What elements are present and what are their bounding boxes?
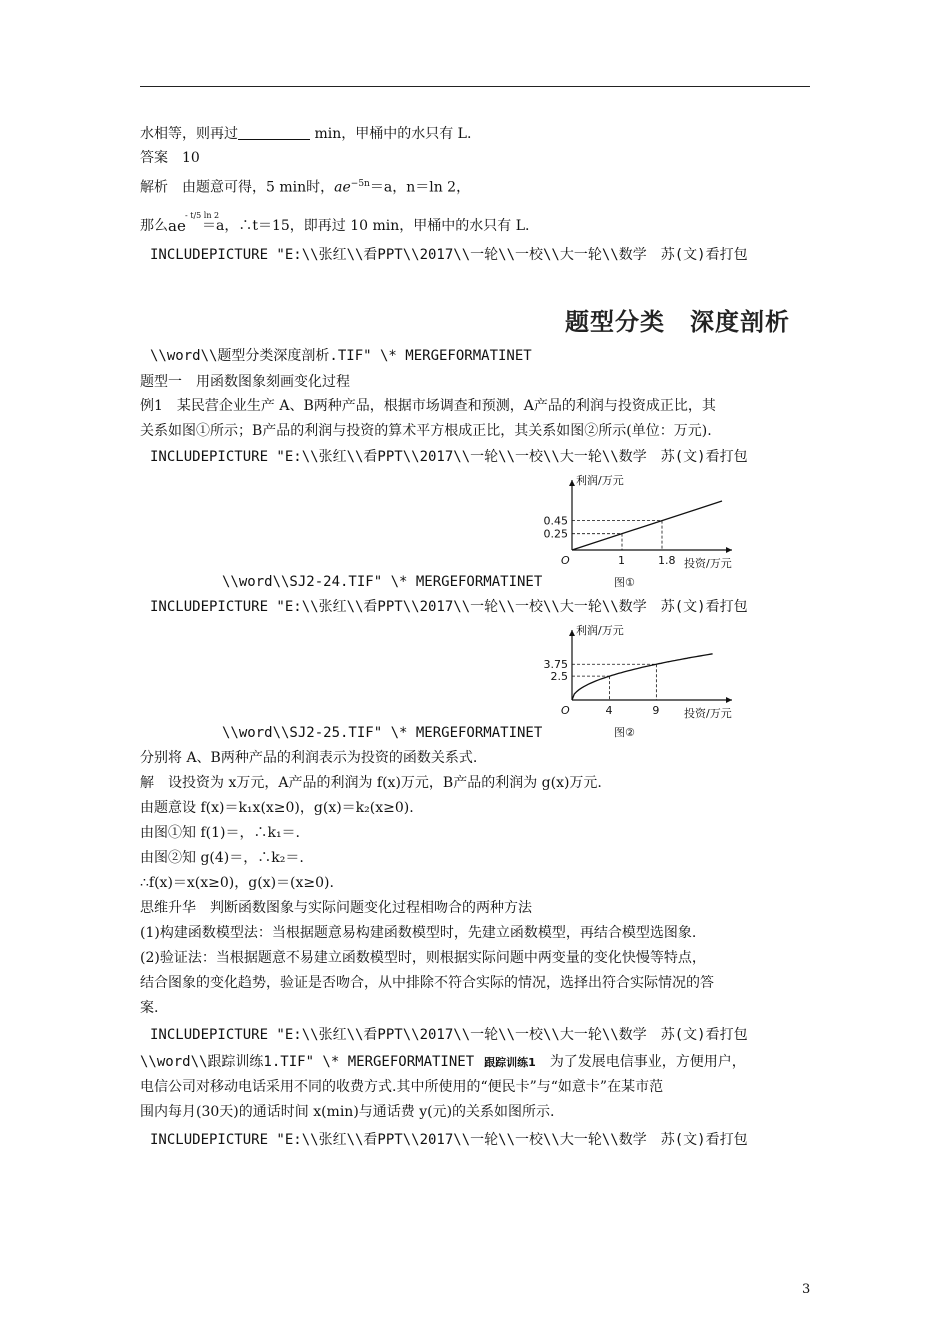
answer-line: 答案 10 (140, 150, 200, 166)
y-axis-label: 利润/万元 (576, 474, 624, 487)
exercise-line: 围内每月(30天)的通话时间 x(min)与通话费 y(元)的关系如图所示. (140, 1104, 555, 1120)
include-field: \\word\\SJ2-25.TIF" \* MERGEFORMATINET (222, 725, 543, 741)
x-axis-arrow (726, 547, 732, 553)
origin-label: O (561, 704, 570, 717)
summary-line: (2)验证法：当根据题意不易建立函数模型时，则根据实际问题中两变量的变化快慢等特点， (140, 950, 706, 966)
x-tick-label: 9 (652, 704, 660, 717)
page-number: 3 (802, 1282, 811, 1297)
chart-caption: 图① (614, 576, 635, 589)
exercise-badge: 跟踪训练1 (484, 1056, 536, 1069)
include-field: INCLUDEPICTURE "E:\\张红\\看PPT\\2017\\一轮\\一校\\大一轮\\数学 苏(文)看打包 (150, 247, 748, 263)
topic-title: 题型一 用函数图象刻画变化过程 (140, 374, 350, 390)
chart-figure-2 (530, 616, 750, 744)
x-tick-label: 1 (618, 554, 625, 567)
exercise-line: 电信公司对移动电话采用不同的收费方式.其中所使用的“便民卡”与“如意卡”在某市范 (140, 1079, 664, 1095)
series-line-A (572, 501, 722, 550)
x-tick-label: 4 (605, 704, 613, 717)
y-axis-arrow (569, 480, 575, 486)
x-axis-arrow (726, 697, 732, 703)
y-tick-label: 3.75 (543, 658, 568, 672)
text-line: 分别将 A、B两种产品的利润表示为投资的函数关系式. (140, 750, 478, 766)
chart-caption: 图② (614, 726, 635, 739)
summary-line: (1)构建函数模型法：当根据题意易构建函数模型时，先建立函数模型，再结合模型选图象. (140, 925, 697, 941)
solution-line: ∴f(x)＝x(x≥0)，g(x)＝(x≥0). (140, 875, 334, 891)
include-field: INCLUDEPICTURE "E:\\张红\\看PPT\\2017\\一轮\\一校\\大一轮\\数学 苏(文)看打包 (150, 1132, 748, 1148)
summary-line: 结合图象的变化趋势，验证是否吻合，从中排除不符合实际的情况，选择出符合实际情况的答 (140, 975, 714, 991)
origin-label: O (561, 554, 570, 567)
y-axis-arrow (569, 630, 575, 636)
analysis-line: 解析 由题意可得，5 min时，$ae^{-5n}=a$，n＝ln 2， (140, 179, 471, 196)
summary-line: 案. (140, 1000, 159, 1016)
series-line-B (572, 654, 713, 700)
answer-blank (238, 125, 310, 140)
solution-line: 解 设投资为 x万元，A产品的利润为 f(x)万元，B产品的利润为 g(x)万元. (140, 775, 602, 791)
include-field: INCLUDEPICTURE "E:\\张红\\看PPT\\2017\\一轮\\一校\\大一轮\\数学 苏(文)看打包 (150, 599, 748, 615)
x-tick-label: 1.8 (658, 554, 676, 567)
include-field: \\word\\题型分类深度剖析.TIF" \* MERGEFORMATINET (150, 348, 532, 364)
include-field: \\word\\SJ2-24.TIF" \* MERGEFORMATINET (222, 574, 543, 590)
solution-line: 由图②知 g(4)＝，∴k₂＝. (140, 850, 304, 866)
header-rule (140, 86, 810, 87)
solution-line: 由图①知 f(1)＝，∴k₁＝. (140, 825, 301, 841)
y-tick-label: 2.5 (550, 670, 568, 684)
section-heading: 题型分类 深度剖析 (565, 308, 790, 336)
x-axis-label: 投资/万元 (684, 557, 732, 570)
example-line: 关系如图①所示；B产品的利润与投资的算术平方根成正比，其关系如图②所示(单位：万元). (140, 423, 712, 439)
include-field: INCLUDEPICTURE "E:\\张红\\看PPT\\2017\\一轮\\一校\\大一轮\\数学 苏(文)看打包 (150, 1027, 748, 1043)
y-tick-label: 0.25 (543, 527, 568, 541)
exercise-line: \\word\\跟踪训练1.TIF" \* MERGEFORMATINET 跟踪训练1 为了发展电信事业，方便用户， (140, 1054, 746, 1070)
x-axis-label: 投资/万元 (684, 707, 732, 720)
y-axis-label: 利润/万元 (576, 624, 624, 637)
summary-title: 思维升华 判断函数图象与实际问题变化过程相吻合的两种方法 (140, 900, 532, 916)
text-line: 水相等，则再过 min，甲桶中的水只有 L. (140, 126, 472, 142)
example-line: 例1 某民营企业生产 A、B两种产品，根据市场调查和预测，A产品的利润与投资成正比，其 (140, 398, 716, 414)
chart-figure-1 (530, 466, 750, 591)
y-tick-label: 0.45 (543, 514, 568, 528)
analysis-line-2: 那么 ae - t/5 ln 2 ＝a，∴t＝15，即再过 10 min，甲桶中的水只有 L. (140, 211, 530, 235)
solution-line: 由题意设 f(x)＝k₁x(x≥0)，g(x)＝k₂(x≥0). (140, 800, 414, 816)
include-field: INCLUDEPICTURE "E:\\张红\\看PPT\\2017\\一轮\\一校\\大一轮\\数学 苏(文)看打包 (150, 449, 748, 465)
